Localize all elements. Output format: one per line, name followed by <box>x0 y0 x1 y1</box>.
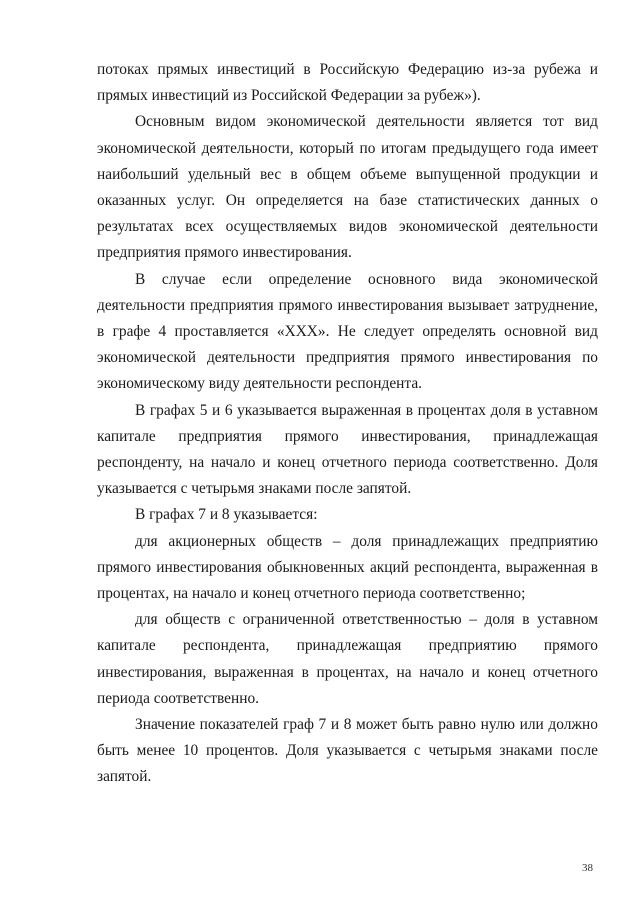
paragraph-continuation: потоках прямых инвестиций в Российскую Федерацию из-за рубежа и прямых инвестиций из Российской Федерации за рубеж»). <box>97 61 598 105</box>
paragraph-columns-7-8-intro: В графах 7 и 8 указывается: <box>135 506 318 524</box>
paragraph-columns-5-6: В графах 5 и 6 указывается выраженная в процентах доля в уставном капитале предприятия прямого инвестирования, принадлежащая респонденту, на начало и конец отчетного периода соответственно. Доля указывается с четырьмя знаками после запятой. <box>97 401 598 498</box>
page-number: 38 <box>582 862 593 874</box>
paragraph-limited-liability: для обществ с ограниченной ответственностью – доля в уставном капитале респондента, принадлежащая предприятию прямого инвестирования, выраженная в процентах, на начало и конец отчетного периода соответственно. <box>97 611 598 707</box>
paragraph-joint-stock: для акционерных обществ – доля принадлежащих предприятию прямого инвестирования обыкновенных акций респондента, выраженная в процентах, на начало и конец отчетного периода соответственно; <box>97 532 598 603</box>
body-text <box>97 57 598 791</box>
paragraph-value-note: Значение показателей граф 7 и 8 может быть равно нулю или должно быть менее 10 процентов. Доля указывается с четырьмя знаками после запятой. <box>97 716 598 786</box>
paragraph-difficulty-case: В случае если определение основного вида экономической деятельности предприятия прямого инвестирования вызывает затруднение, в графе 4 проставляется «ХХХ». Не следует определять основной вид экономической деятельности предприятия прямого инвестирования по экономическому виду деятельности респондента. <box>97 270 598 393</box>
paragraph-main-activity: Основным видом экономической деятельности является тот вид экономической деятельности, который по итогам предыдущего года имеет наибольший удельный вес в общем объеме выпущенной продукции и оказанных услуг. Он определяется на базе статистических данных о результатах всех осуществляемых видов экономической деятельности предприятия прямого инвестирования. <box>97 113 598 262</box>
